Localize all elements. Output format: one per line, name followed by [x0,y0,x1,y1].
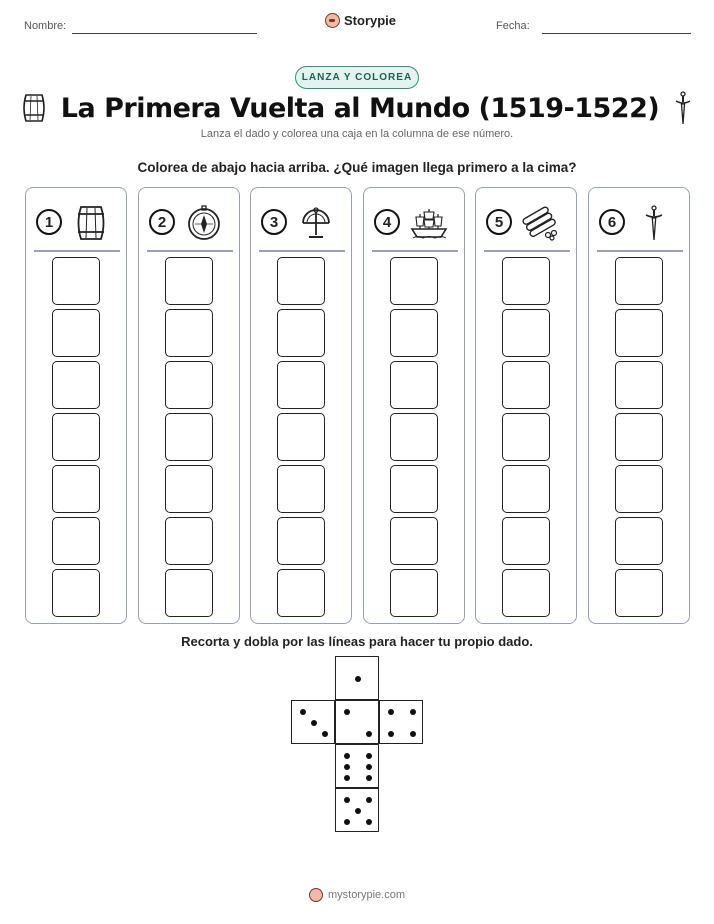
barrel-icon [21,93,47,123]
footer-url[interactable]: mystorypie.com [327,889,406,901]
brand-logo [325,13,396,28]
storypie-mascot-icon [309,888,323,902]
column-divider [597,250,683,252]
storypie-mascot-icon [325,13,340,28]
die-pip [366,731,372,737]
page-title: La Primera Vuelta al Mundo (1519-1522) [60,92,660,124]
color-box[interactable] [390,465,438,513]
color-box[interactable] [165,361,213,409]
die-face-5 [335,788,379,832]
sword-icon [673,91,693,125]
color-box[interactable] [502,517,550,565]
column-number: 2 [149,209,175,235]
color-box[interactable] [615,465,663,513]
color-box[interactable] [502,413,550,461]
column-2 [138,187,240,624]
color-box[interactable] [52,257,100,305]
column-1 [25,187,127,624]
column-header [36,205,116,241]
color-box[interactable] [277,413,325,461]
galleon-ship-icon [410,205,448,241]
die-pip [366,797,372,803]
color-box[interactable] [390,413,438,461]
die-pip [344,753,350,759]
die-pip [355,676,361,682]
color-box[interactable] [165,309,213,357]
column-divider [259,250,345,252]
column-number: 5 [486,209,512,235]
die-pip [311,720,317,726]
column-header [149,205,229,241]
name-label: Nombre: [24,20,67,32]
barrel-icon [72,205,110,241]
subtitle: Lanza el dado y colorea una caja en la columna de ese número. [200,128,514,140]
color-box[interactable] [277,257,325,305]
color-box[interactable] [502,257,550,305]
die-pip [344,775,350,781]
die-pip [344,764,350,770]
die-face-6 [335,744,379,788]
color-box[interactable] [52,361,100,409]
color-box[interactable] [615,413,663,461]
column-divider [484,250,570,252]
color-box[interactable] [52,569,100,617]
die-pip [344,709,350,715]
column-number: 3 [261,209,287,235]
activity-badge: LANZA Y COLOREA [295,66,419,89]
cinnamon-spices-icon [522,205,560,241]
color-box[interactable] [502,361,550,409]
column-number: 1 [36,209,62,235]
color-box[interactable] [502,309,550,357]
die-pip [366,764,372,770]
die-pip [366,819,372,825]
color-box[interactable] [52,465,100,513]
column-number: 4 [374,209,400,235]
column-4 [363,187,465,624]
die-pip [344,819,350,825]
die-pip [355,808,361,814]
color-box[interactable] [390,361,438,409]
color-box[interactable] [615,569,663,617]
instruction: Colorea de abajo hacia arriba. ¿Qué imagen llega primero a la cima? [137,160,577,175]
die-face-2 [335,700,379,744]
column-header [486,205,566,241]
column-header [599,205,679,241]
color-box[interactable] [615,517,663,565]
date-label: Fecha: [496,20,530,32]
color-box[interactable] [502,465,550,513]
color-box[interactable] [52,413,100,461]
color-box[interactable] [502,569,550,617]
date-line[interactable] [542,33,691,34]
column-number: 6 [599,209,625,235]
color-box[interactable] [52,517,100,565]
column-divider [372,250,458,252]
color-box[interactable] [277,465,325,513]
brand-name: Storypie [344,13,397,28]
column-6 [588,187,690,624]
die-pip [344,797,350,803]
die-pip [388,731,394,737]
color-box[interactable] [390,569,438,617]
cut-instruction: Recorta y dobla por las líneas para hacer tu propio dado. [181,634,533,649]
astrolabe-icon [297,205,335,241]
column-3 [250,187,352,624]
column-header [261,205,341,241]
die-face-1 [335,656,379,700]
color-box[interactable] [615,309,663,357]
column-5 [475,187,577,624]
compass-icon [185,205,223,241]
column-divider [147,250,233,252]
die-pip [322,731,328,737]
color-box[interactable] [615,361,663,409]
die-pip [300,709,306,715]
color-box[interactable] [165,465,213,513]
color-box[interactable] [277,517,325,565]
column-header [374,205,454,241]
die-face-4 [379,700,423,744]
color-box[interactable] [277,361,325,409]
die-pip [366,775,372,781]
footer [0,888,714,902]
color-box[interactable] [390,517,438,565]
color-box[interactable] [277,569,325,617]
die-pip [410,709,416,715]
column-divider [34,250,120,252]
die-face-3 [291,700,335,744]
color-box[interactable] [165,517,213,565]
color-box[interactable] [165,569,213,617]
color-box[interactable] [52,309,100,357]
color-box[interactable] [615,257,663,305]
color-box[interactable] [390,309,438,357]
color-box[interactable] [165,257,213,305]
name-line[interactable] [72,33,257,34]
die-pip [388,709,394,715]
die-pip [366,753,372,759]
sword-icon [635,205,673,241]
title-row [0,90,714,126]
color-box[interactable] [165,413,213,461]
color-box[interactable] [277,309,325,357]
die-pip [410,731,416,737]
color-box[interactable] [390,257,438,305]
